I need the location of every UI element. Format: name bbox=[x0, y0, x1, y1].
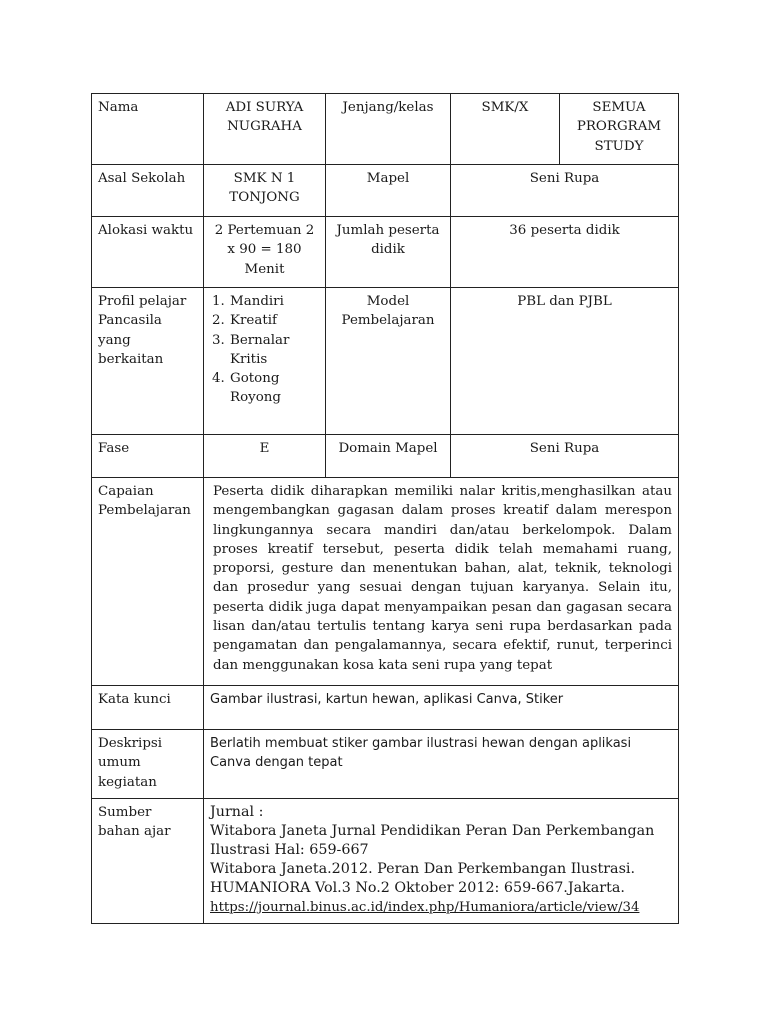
profil-list bbox=[210, 292, 319, 408]
row-nama bbox=[92, 94, 679, 165]
row-sekolah bbox=[92, 165, 679, 217]
waktu-label: Alokasi waktu bbox=[92, 217, 204, 288]
list-item: 3. Bernalar Kritis bbox=[212, 332, 290, 367]
profil-list-cell bbox=[204, 288, 326, 435]
mapel-value: Seni Rupa bbox=[451, 165, 679, 217]
sekolah-label: Asal Sekolah bbox=[92, 165, 204, 217]
kata-kunci-label: Kata kunci bbox=[92, 686, 204, 730]
capaian-text: Peserta didik diharapkan memiliki nalar kritis,menghasilkan atau mengembangkan gagasan dalam proses kreatif dalam merespon lingkungannya secara mandiri dan/atau berkelompok. Dalam proses kreatif tersebut, peserta didik telah memahami ruang, proporsi, gesture dan menentukan bahan, alat, teknik, teknologi dan prosedur yang sesuai dengan tujuan karyanya. Selain itu, peserta didik juga dapat menyampaikan pesan dan gagasan secara lisan dan/atau tertulis tentang karya seni rupa berdasarkan pada pengamatan dan pengalamannya, secara efektif, runut, terperinci dan menggunakan kosa kata seni rupa yang tepat bbox=[204, 478, 679, 686]
sumber-label: Sumber bahan ajar bbox=[92, 798, 204, 923]
list-item: 1. Mandiri bbox=[212, 294, 284, 309]
sumber-line-2: Witabora Janeta.2012. Peran Dan Perkembangan Ilustrasi. HUMANIORA Vol.3 No.2 Oktober 2012: 659-667.Jakarta. bbox=[210, 860, 636, 896]
row-capaian bbox=[92, 478, 679, 686]
row-waktu bbox=[92, 217, 679, 288]
model-label: Model Pembelajaran bbox=[326, 288, 451, 435]
capaian-label: Capaian Pembelajaran bbox=[92, 478, 204, 686]
sumber-link[interactable]: https://journal.binus.ac.id/index.php/Humaniora/article/view/34 bbox=[210, 899, 640, 915]
domain-value: Seni Rupa bbox=[451, 435, 679, 478]
nama-value: ADI SURYA NUGRAHA bbox=[204, 94, 326, 165]
row-kata-kunci bbox=[92, 686, 679, 730]
module-identity-table bbox=[91, 93, 679, 924]
sumber-heading: Jurnal : bbox=[210, 803, 264, 820]
program-value: SEMUA PRORGRAM STUDY bbox=[560, 94, 679, 165]
fase-label: Fase bbox=[92, 435, 204, 478]
kata-kunci-value: Gambar ilustrasi, kartun hewan, aplikasi Canva, Stiker bbox=[204, 686, 679, 730]
jenjang-value: SMK/X bbox=[451, 94, 560, 165]
row-fase bbox=[92, 435, 679, 478]
mapel-label: Mapel bbox=[326, 165, 451, 217]
domain-label: Domain Mapel bbox=[326, 435, 451, 478]
sumber-line-1: Witabora Janeta Jurnal Pendidikan Peran Dan Perkembangan Ilustrasi Hal: 659-667 bbox=[210, 822, 655, 858]
row-profil bbox=[92, 288, 679, 435]
model-value: PBL dan PJBL bbox=[451, 288, 679, 435]
jenjang-label: Jenjang/kelas bbox=[326, 94, 451, 165]
list-item: 2. Kreatif bbox=[212, 313, 277, 329]
row-sumber bbox=[92, 798, 679, 923]
peserta-label: Jumlah peserta didik bbox=[326, 217, 451, 288]
sekolah-value: SMK N 1 TONJONG bbox=[204, 165, 326, 217]
deskripsi-value: Berlatih membuat stiker gambar ilustrasi hewan dengan aplikasi Canva dengan tepat bbox=[204, 730, 679, 799]
row-deskripsi bbox=[92, 730, 679, 799]
fase-value: E bbox=[204, 435, 326, 478]
nama-label: Nama bbox=[92, 94, 204, 165]
list-item: 4. Gotong Royong bbox=[212, 371, 281, 406]
waktu-value: 2 Pertemuan 2 x 90 = 180 Menit bbox=[204, 217, 326, 288]
profil-label: Profil pelajar Pancasila yang berkaitan bbox=[92, 288, 204, 435]
deskripsi-label: Deskripsi umum kegiatan bbox=[92, 730, 204, 799]
peserta-value: 36 peserta didik bbox=[451, 217, 679, 288]
sumber-cell bbox=[204, 798, 679, 923]
